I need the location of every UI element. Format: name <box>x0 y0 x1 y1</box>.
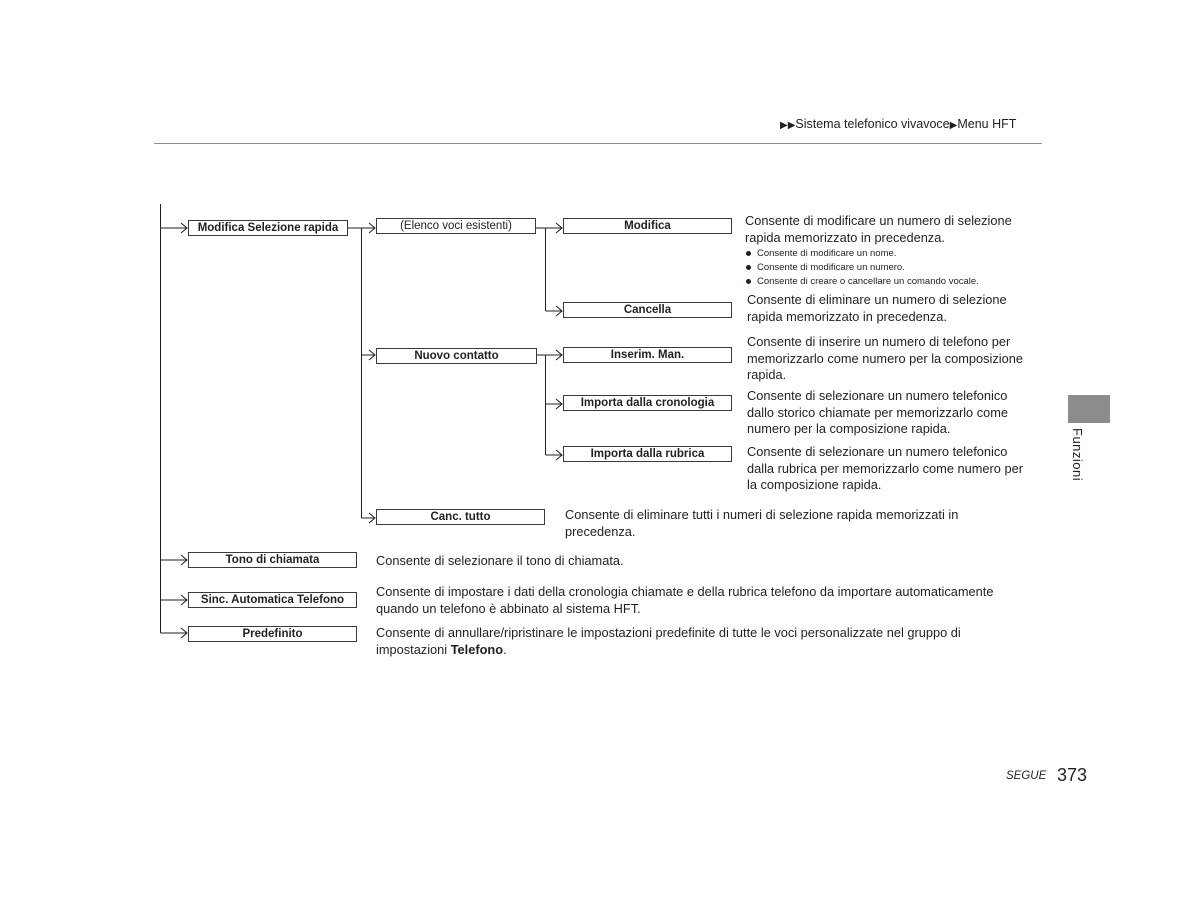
menu-box-predefinito: Predefinito <box>188 626 357 642</box>
chapter-tab-label: Funzioni <box>1070 428 1085 482</box>
menu-box-modifica: Modifica <box>563 218 732 234</box>
predefinito-description-end: . <box>503 641 507 657</box>
importa-rubrica-description: Consente di selezionare un numero telefonico dalla rubrica per memorizzarlo come numero per la composizione rapida. <box>747 444 1023 492</box>
menu-box-importa-cronologia: Importa dalla cronologia <box>563 395 732 411</box>
arrow-icon: ▶ <box>949 120 958 131</box>
inserim-man-description: Consente di inserire un numero di telefono per memorizzarlo come numero per la composizione rapida. <box>747 334 1023 382</box>
cancella-description: Consente di eliminare un numero di selezione rapida memorizzato in precedenza. <box>747 292 1007 324</box>
modifica-bullet-list <box>745 247 1035 288</box>
double-arrow-icon: ▶▶ <box>780 120 796 131</box>
menu-box-nuovo-contatto: Nuovo contatto <box>376 348 537 364</box>
bullet-item: Consente di modificare un nome. <box>745 247 1035 261</box>
bullet-item: Consente di creare o cancellare un comando vocale. <box>745 275 1035 289</box>
breadcrumb-section[interactable]: Sistema telefonico vivavoce <box>795 117 950 131</box>
menu-box-modifica-selezione-rapida: Modifica Selezione rapida <box>188 220 348 236</box>
menu-box-sinc-automatica: Sinc. Automatica Telefono <box>188 592 357 608</box>
predefinito-description <box>376 625 991 658</box>
importa-cronologia-description: Consente di selezionare un numero telefonico dallo storico chiamate per memorizzarlo come numero per la composizione rapida. <box>747 388 1009 436</box>
continue-label: SEGUE <box>1006 770 1047 782</box>
page-number: 373 <box>1057 765 1088 785</box>
menu-box-canc-tutto: Canc. tutto <box>376 509 545 525</box>
menu-box-cancella: Cancella <box>563 302 732 318</box>
chapter-tab <box>1068 395 1110 423</box>
predefinito-description-text: Consente di annullare/ripristinare le impostazioni predefinite di tutte le voci personalizzate nel gruppo di impostazioni <box>376 625 961 657</box>
bullet-item: Consente di modificare un numero. <box>745 261 1035 275</box>
menu-box-importa-rubrica: Importa dalla rubrica <box>563 446 732 462</box>
sinc-automatica-description: Consente di impostare i dati della cronologia chiamate e della rubrica telefono da importare automaticamente quando un telefono è abbinato al sistema HFT. <box>376 584 994 616</box>
modifica-description: Consente di modificare un numero di selezione rapida memorizzato in precedenza. <box>745 213 1012 245</box>
menu-box-inserim-man: Inserim. Man. <box>563 347 732 363</box>
tono-chiamata-description: Consente di selezionare il tono di chiamata. <box>376 553 624 568</box>
menu-box-tono-chiamata: Tono di chiamata <box>188 552 357 568</box>
telefono-keyword: Telefono <box>450 641 504 657</box>
breadcrumb-page: Menu HFT <box>957 117 1017 131</box>
canc-tutto-description: Consente di eliminare tutti i numeri di selezione rapida memorizzati in precedenza. <box>565 507 959 539</box>
menu-box-elenco-voci: (Elenco voci esistenti) <box>376 218 536 234</box>
